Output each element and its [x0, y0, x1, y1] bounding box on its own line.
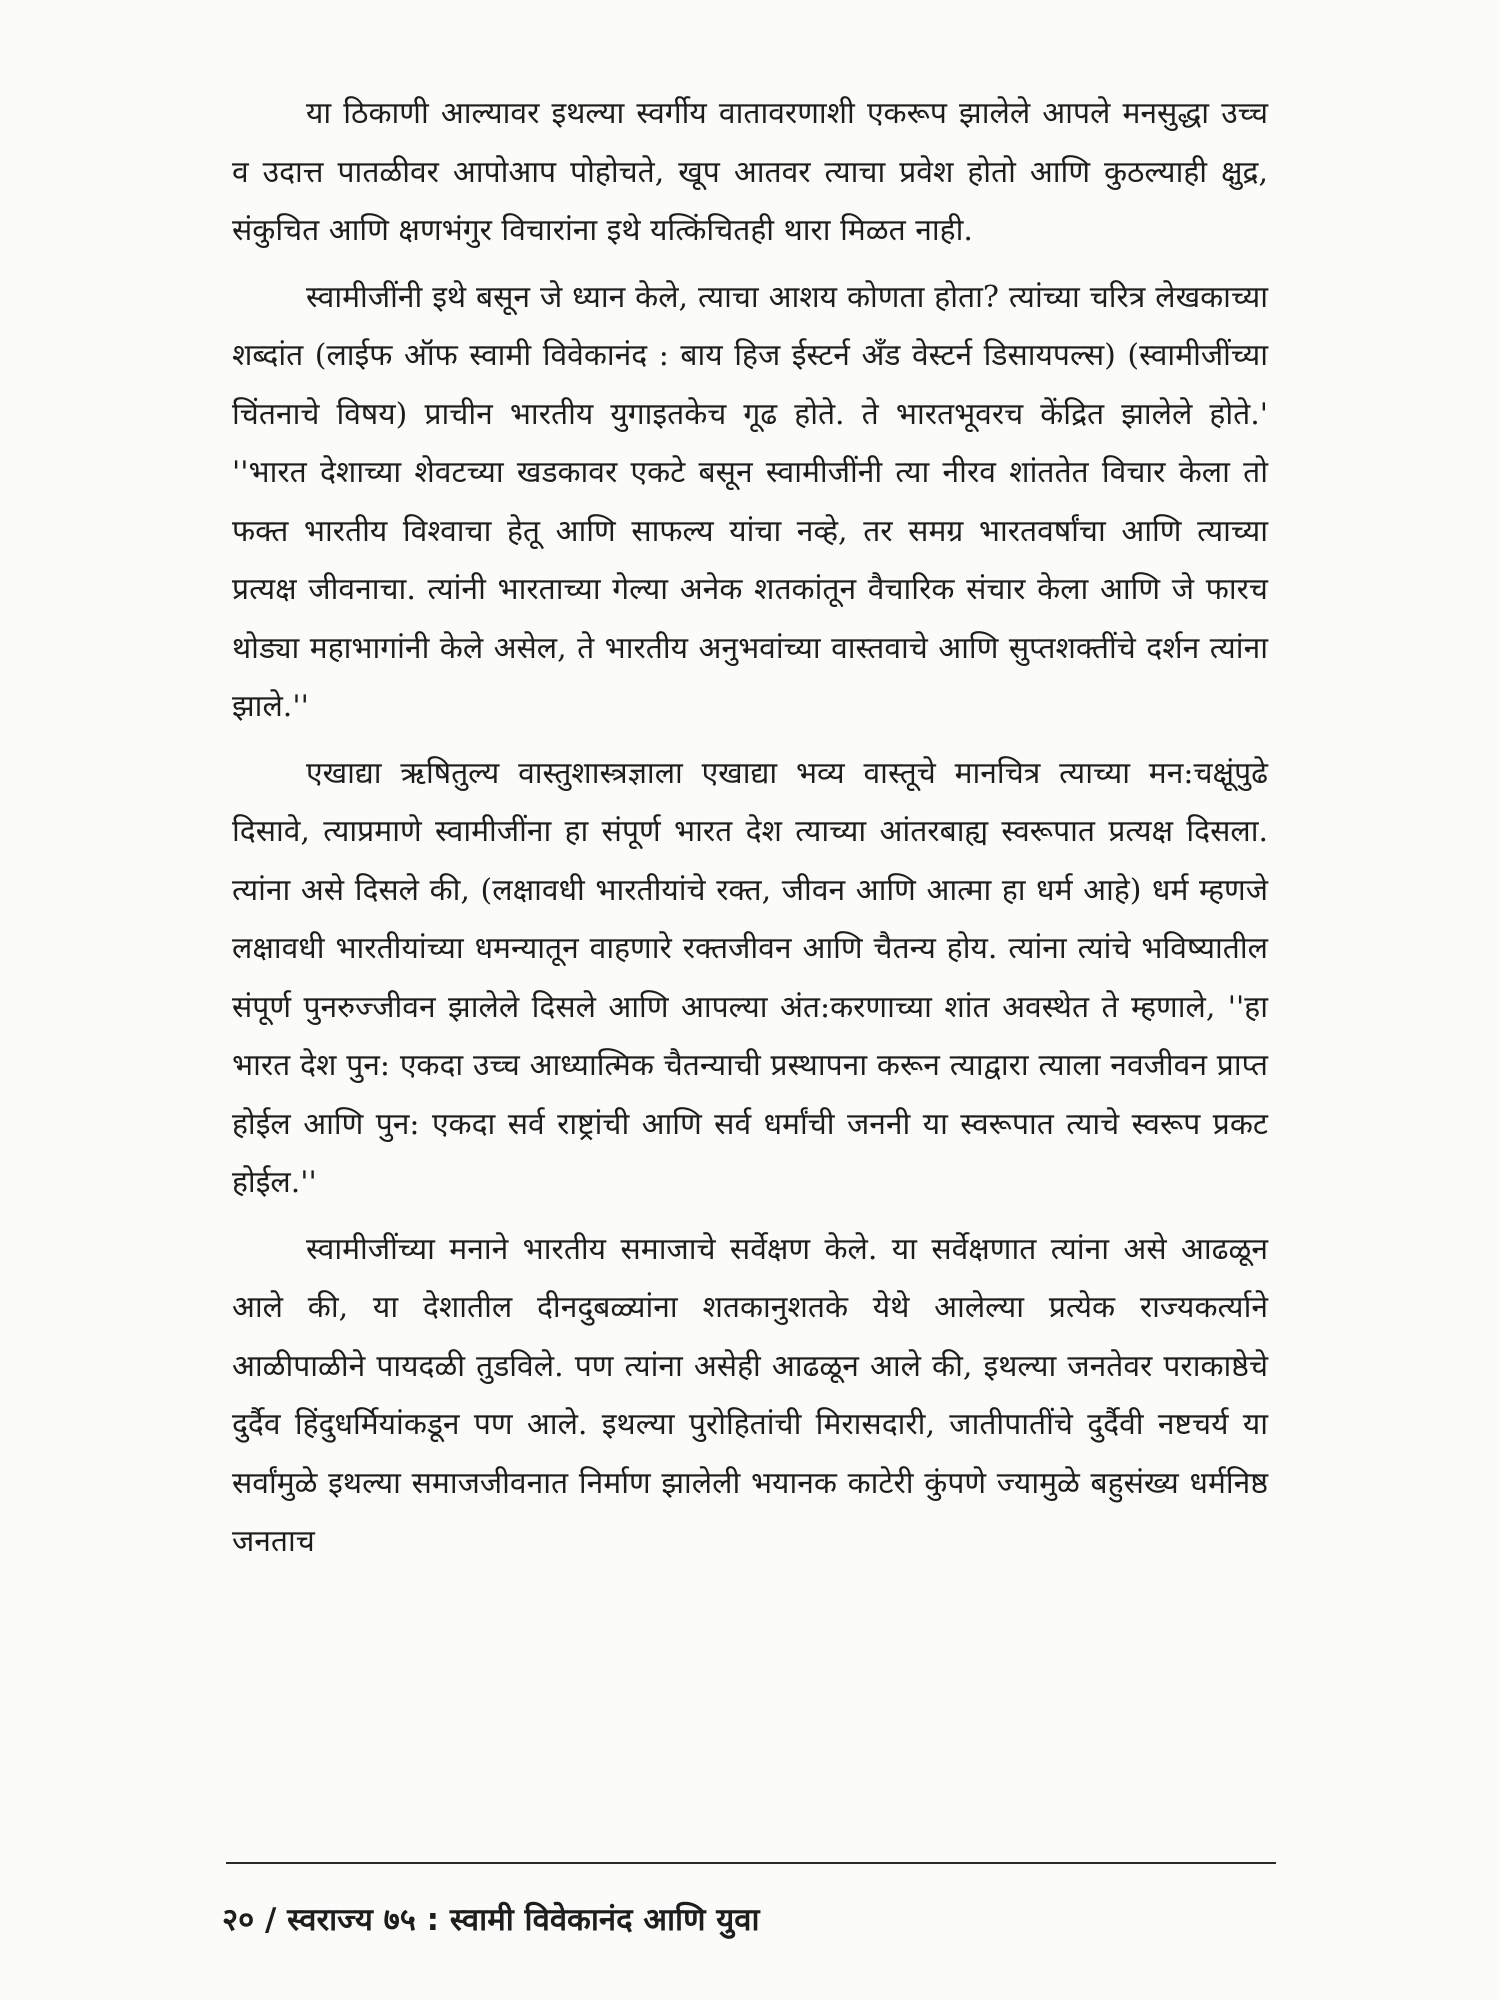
footer-divider	[226, 1862, 1276, 1864]
paragraph-3: एखाद्या ऋषितुल्य वास्तुशास्त्रज्ञाला एखाद्या भव्य वास्तूचे मानचित्र त्याच्या मन:चक्षूंपुढे दिसावे, त्याप्रमाणे स्वामीजींना हा संपूर्ण भारत देश त्याच्या आंतरबाह्य स्वरूपात प्रत्यक्ष दिसला. त्यांना असे दिसले की, (लक्षावधी भारतीयांचे रक्त, जीवन आणि आत्मा हा धर्म आहे) धर्म म्हणजे लक्षावधी भारतीयांच्या धमन्यातून वाहणारे रक्तजीवन आणि चैतन्य होय. त्यांना त्यांचे भविष्यातील संपूर्ण पुनरुज्जीवन झालेले दिसले आणि आपल्या अंत:करणाच्या शांत अवस्थेत ते म्हणाले, ''हा भारत देश पुन: एकदा उच्च आध्यात्मिक चैतन्याची प्रस्थापना करून त्याद्वारा त्याला नवजीवन प्राप्त होईल आणि पुन: एकदा सर्व राष्ट्रांची आणि सर्व धर्मांची जननी या स्वरूपात त्याचे स्वरूप प्रकट होईल.''	[232, 755, 1268, 1200]
body-text	[232, 85, 1268, 1580]
paragraph-2: स्वामीजींनी इथे बसून जे ध्यान केले, त्याचा आशय कोणता होता? त्यांच्या चरित्र लेखकाच्या शब्दांत (लाईफ ऑफ स्वामी विवेकानंद : बाय हिज ईस्टर्न अँड वेस्टर्न डिसायपल्स) (स्वामीजींच्या चिंतनाचे विषय) प्राचीन भारतीय युगाइतकेच गूढ होते. ते भारतभूवरच केंद्रित झालेले होते.' ''भारत देशाच्या शेवटच्या खडकावर एकटे बसून स्वामीजींनी त्या नीरव शांततेत विचार केला तो फक्त भारतीय विश्वाचा हेतू आणि साफल्य यांचा नव्हे, तर समग्र भारतवर्षांचा आणि त्याच्या प्रत्यक्ष जीवनाचा. त्यांनी भारताच्या गेल्या अनेक शतकांतून वैचारिक संचार केला आणि जे फारच थोड्या महाभागांनी केले असेल, ते भारतीय अनुभवांच्या वास्तवाचे आणि सुप्तशक्तींचे दर्शन त्यांना झाले.''	[232, 279, 1268, 724]
page-footer: २० / स्वराज्य ७५ : स्वामी विवेकानंद आणि युवा	[222, 1902, 760, 1938]
paragraph-1: या ठिकाणी आल्यावर इथल्या स्वर्गीय वातावरणाशी एकरूप झालेले आपले मनसुद्धा उच्च व उदात्त पातळीवर आपोआप पोहोचते, खूप आतवर त्याचा प्रवेश होतो आणि कुठल्याही क्षुद्र, संकुचित आणि क्षणभंगुर विचारांना इथे यत्किंचितही थारा मिळत नाही.	[232, 96, 1268, 248]
paragraph-4: स्वामीजींच्या मनाने भारतीय समाजाचे सर्वेक्षण केले. या सर्वेक्षणात त्यांना असे आढळून आले की, या देशातील दीनदुबळ्यांना शतकानुशतके येथे आलेल्या प्रत्येक राज्यकर्त्याने आळीपाळीने पायदळी तुडविले. पण त्यांना असेही आढळून आले की, इथल्या जनतेवर पराकाष्ठेचे दुर्दैव हिंदुधर्मियांकडून पण आले. इथल्या पुरोहितांची मिरासदारी, जातीपातींचे दुर्दैवी नष्टचर्य या सर्वांमुळे इथल्या समाजजीवनात निर्माण झालेली भयानक काटेरी कुंपणे ज्यामुळे बहुसंख्य धर्मनिष्ठ जनताच	[232, 1231, 1268, 1559]
